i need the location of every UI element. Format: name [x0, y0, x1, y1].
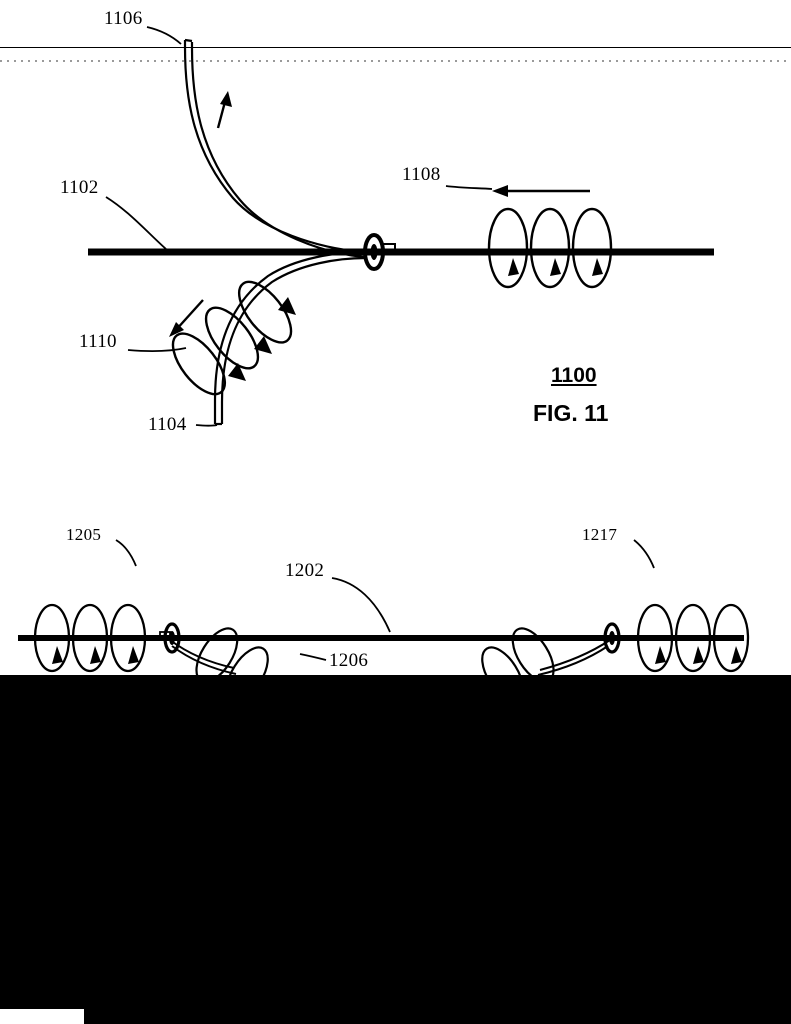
label-1108: 1108: [402, 164, 441, 185]
branch-wire-up-cap: [185, 40, 192, 41]
field-loop-right-1: [489, 209, 527, 287]
field-loop-farleft-3-arrow: [128, 646, 139, 664]
arrow-left-top-head: [492, 185, 508, 197]
field-loop-farleft-1-arrow: [52, 646, 63, 664]
label-1205: 1205: [66, 525, 102, 544]
label-1206: 1206: [329, 650, 369, 671]
figure-number-1100: 1100: [551, 364, 597, 387]
field-loop-farright-1-arrow: [655, 646, 666, 664]
figure-caption-11: FIG. 11: [533, 400, 609, 426]
leader-1202: [332, 578, 390, 632]
junction-bead-top-core: [371, 244, 378, 260]
label-1106: 1106: [104, 8, 143, 29]
field-loop-right-2-arrow: [550, 258, 561, 276]
field-loop-farright-2-arrow: [693, 646, 704, 664]
leader-1205: [116, 540, 136, 566]
field-loop-right-1-arrow: [508, 258, 519, 276]
leader-1106: [147, 27, 181, 44]
occluding-black-band: [0, 675, 791, 1024]
junction-bead-right-core: [609, 631, 615, 645]
arrow-up-branch-head: [220, 91, 232, 107]
label-1104: 1104: [148, 414, 187, 435]
leader-1206: [300, 654, 326, 660]
field-loop-right-2: [531, 209, 569, 287]
field-loop-farright-3-arrow: [731, 646, 742, 664]
field-loop-right-3-arrow: [592, 258, 603, 276]
leader-1102: [106, 197, 166, 249]
label-1217: 1217: [582, 525, 618, 544]
leader-1104: [196, 425, 217, 426]
occluding-black-band-notch: [0, 1009, 84, 1024]
label-1110: 1110: [79, 331, 117, 352]
label-1102: 1102: [60, 177, 99, 198]
field-loop-left-3-arrow: [228, 363, 246, 381]
branch-wire-up-inner: [192, 42, 364, 257]
label-1202: 1202: [285, 560, 325, 581]
leader-1108: [446, 186, 492, 189]
leader-1110: [128, 348, 186, 351]
field-loop-farleft-2-arrow: [90, 646, 101, 664]
branch-wire-up-outer: [185, 40, 363, 252]
leader-1217: [634, 540, 654, 568]
field-loop-right-3: [573, 209, 611, 287]
